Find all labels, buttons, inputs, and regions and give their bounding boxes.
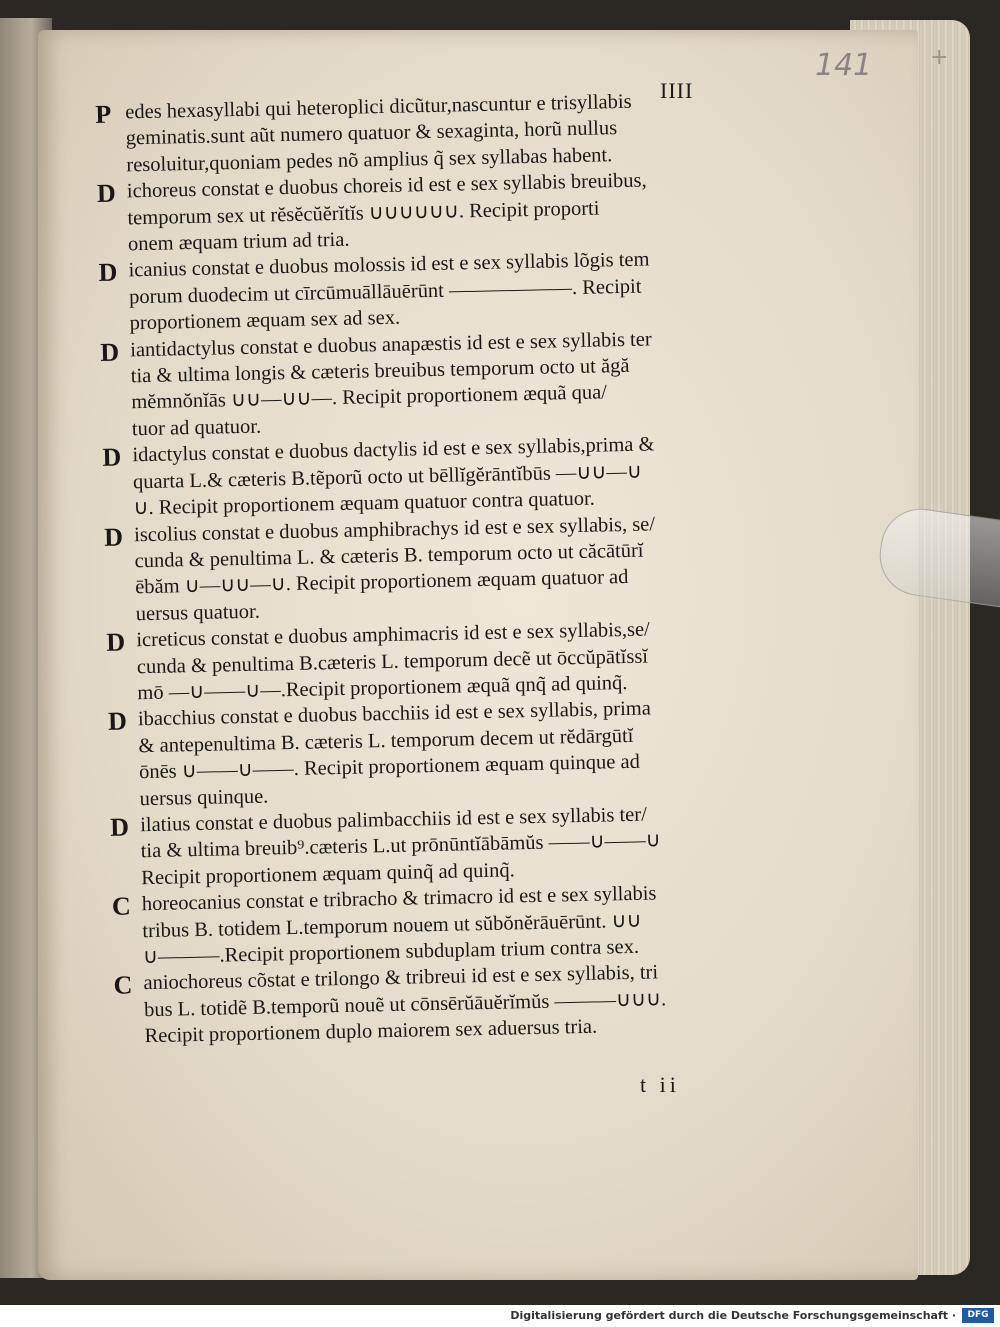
entry-diantidactylus (100, 324, 752, 443)
text-line: icreticus constat e duobus amphimacris id est e sex syllabis,se/ (136, 618, 650, 652)
handwritten-page-number: 141 (815, 48, 873, 83)
initial-letter: D (96, 178, 117, 209)
initial-letter: D (103, 522, 124, 552)
text-line: horeocanius constat e tribracho & trimacro id est e sex syllabis (141, 882, 657, 916)
text-line: icanius constat e duobus molossis id est e sex syllabis lõgis tem (128, 248, 650, 282)
entry-choreocanius (112, 878, 764, 971)
text-line: uersus quinque. (139, 785, 269, 810)
initial-letter: D (99, 337, 120, 367)
text-line: tuor ad quatuor. (131, 415, 262, 441)
credit-text: Digitalisierung gefördert durch die Deutsche Forschungsgemeinschaft · (510, 1309, 956, 1322)
text-line: uersus quatuor. (135, 600, 261, 625)
text-line: iantidactylus constat e duobus anapæstis id est e sex syllabis ter (130, 328, 652, 361)
footer-bar (0, 1305, 1000, 1327)
text-line: tia & ultima longis & cæteris breuibus temporum octo ut ăgă (130, 354, 630, 388)
entry-didactylus (102, 430, 754, 523)
entry-discolius (104, 509, 756, 628)
initial-letter: C (113, 970, 133, 1001)
text-line: cunda & penultima L. & cæteris B. temporum octo ut căcātūrĭ (134, 539, 644, 573)
entry-pedes-hexasyllabi (95, 86, 747, 179)
entry-dilatius (110, 799, 762, 892)
initial-letter: D (106, 627, 126, 658)
folio-number: IIII (660, 78, 694, 103)
dfg-logo-icon: DFG (962, 1308, 994, 1323)
signature-mark: t ii (640, 1072, 680, 1097)
text-line: ilatius constat e duobus palimbacchiis id est e sex syllabis ter/ (139, 803, 648, 837)
initial-letter: D (102, 442, 122, 473)
handwritten-mark: + (930, 45, 949, 70)
text-line: cunda & penultima B.cæteris L. temporum decẽ ut ōccŭpātĭssĭ (136, 645, 649, 678)
text-line: ibacchius constat e duobus bacchiis id est e sex syllabis, prima (137, 697, 652, 731)
text-line: aniochoreus cõstat e trilongo & tribreui id est e sex syllabis, tri (143, 961, 659, 995)
main-text (95, 86, 765, 1050)
text-line: iscolius constat e duobus amphibrachys id est e sex syllabis, se/ (133, 512, 656, 546)
entry-dichoreus (97, 166, 749, 259)
entry-dibacchius (108, 694, 760, 813)
text-line: ōnēs ∪——∪——. Recipit proportionem æquam quinque ad (138, 750, 641, 784)
text-line: ∪———.Recipit proportionem subduplam trium contra sex. (142, 935, 640, 969)
initial-letter: D (109, 812, 130, 842)
text-line: mĕmnŏnĭās ∪∪—∪∪—. Recipit proportionem æquã qua/ (131, 381, 608, 414)
text-line: & antepenultima B. cæteris L. temporum decem ut rĕdārgūtĭ (138, 724, 634, 757)
entry-dicreticus (106, 614, 758, 707)
text-line: ichoreus constat e duobus choreis id est e sex syllabis breuibus, (126, 169, 647, 203)
text-line: ∪. Recipit proportionem æquam quatuor contra quatuor. (133, 487, 596, 520)
initial-letter: C (111, 891, 131, 922)
text-line: resoluitur,quoniam pedes nõ amplius q̃ sex syllabas habent. (126, 143, 613, 177)
text-line: mō —∪——∪—.Recipit proportionem æquã qnq̃ ad quinq̃. (137, 671, 628, 705)
text-line: Recipit proportionem æquam quinq̃ ad quinq̃. (141, 859, 515, 889)
text-line: proportionem æquam sex ad sex. (129, 306, 401, 335)
text-line: ēbăm ∪—∪∪—∪. Recipit proportionem æquam quatuor ad (134, 566, 629, 599)
text-line: idactylus constat e duobus dactylis id est e sex syllabis,prima & (132, 433, 655, 467)
initial-letter: D (107, 706, 128, 737)
text-line: onem æquam trium ad tria. (127, 228, 350, 256)
entry-caniochoreus (113, 958, 765, 1051)
text-line: tia & ultima breuib⁹.cæteris L.ut prōnūntĭābāmŭs ——∪——∪ (140, 829, 661, 863)
initial-letter: D (98, 258, 118, 288)
text-line: quarta L.& cæteris B.tẽporũ octo ut bēllĭgĕrāntĭbūs —∪∪—∪ (132, 460, 643, 493)
text-line: bus L. totidẽ B.temporũ nouẽ ut cōnsērŭāuĕrĭmŭs ———∪∪∪. (143, 988, 667, 1021)
entry-dicanius (98, 245, 750, 338)
text-line: porum duodecim ut cīrcūmuāllāuērūnt ——————. Recipit (128, 275, 642, 309)
text-line: Recipit proportionem duplo maiorem sex aduersus tria. (144, 1015, 598, 1048)
text-line: tribus B. totidem L.temporum nouem ut sŭbŏnĕrāuērūnt. ∪∪ (142, 909, 642, 942)
text-line: geminatis.sunt aũt numero quatuor & sexaginta, horũ nullus (125, 117, 618, 150)
initial-letter: P (95, 99, 112, 129)
text-line: temporum sex ut rĕsĕcŭĕrĭtĭs ∪∪∪∪∪∪. Recipit proporti (127, 197, 600, 229)
text-line: edes hexasyllabi qui heteroplici dicũtur,nascuntur e trisyllabis (125, 90, 632, 124)
